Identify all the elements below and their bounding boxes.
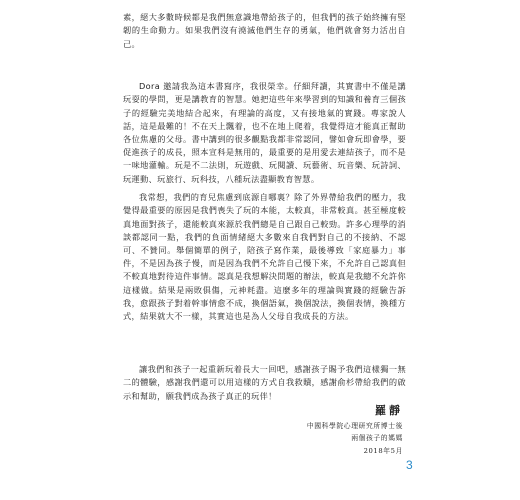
page-number: 3 (406, 458, 413, 472)
paragraph-continued: 素，絕大多數時候都是我們無意識地帶給孩子的，但我們的孩子始終擁有堅韌的生命動力。如果我們沒有澆滅他們生存的勇氣，他們就會努力活出自己。 (123, 12, 406, 49)
signature-affiliation: 中國科學院心理研究所博士後 (306, 422, 403, 430)
signature-date: 2018年5月 (363, 447, 403, 455)
signature-role: 兩個孩子的媽媽 (351, 434, 403, 442)
paragraph-foreword-intro: Dora 邀請我為這本書寫序，我很榮幸。仔細拜讀，其實書中不僅是講玩耍的學問，更是講教育的智慧。她把這些年來學習到的知識和養育三個孩子的經驗完美地結合起來，有理論的高度，又有接地氣的實踐。專家說人話，這是最難的！不在天上飄着，也不在地上爬着，我覺得這才能真正幫助各位焦慮的父母。書中講到的很多觀點我都非常認同，譬如會玩即會學，要促進孩子的成長，照本宣科是無用的，最重要的是用愛去連結孩子，而不是一味地灌輸。玩是不二法則，玩遊戲、玩閱讀、玩藝術、玩音樂、玩詩詞、玩運動、玩旅行、玩科技，八種玩法盡顯教育智慧。 (123, 81, 406, 184)
paragraph-closing: 讓我們和孩子一起重新玩着長大一回吧，感謝孩子賜予我們這樣獨一無二的體驗，感謝我們還可以用這樣的方式自我救贖，感謝俞杉帶給我們的啟示和幫助，願我們成為孩子真正的玩伴！ (123, 364, 406, 401)
signature-name: 羅靜 (375, 404, 403, 417)
paragraph-parenting-anxiety: 我常想，我們的育兒焦慮到底源自哪裏？除了外界帶給我們的壓力，我覺得最重要的原因是我們喪失了玩的本能，太較真，非常較真。甚至極度較真地面對孩子，還能較真來源於我們總是自己跟自己較勁。許多心理學的消談都認同一點，我們的負面情緒絕大多數來自我們對自己的不接納、不認可、不贊同。舉個簡單的例子，陪孩子寫作業，最後導致「家庭暴力」事件，不是因為孩子慢，而是因為我們不允許自己慢下來，不允許自己認真但不較真地對待這件事情。認真是我想解決問題的辦法，較真是我總不允許你這樣做。結果是兩敗俱傷，元神耗盡。這麼多年的理論與實踐的經驗告訴我，愈跟孩子對着幹事情愈不成，換個語氣，換個說法，換個表情，換種方式，結果就大不一樣，其實這也是為人父母自我成長的方法。 (123, 192, 406, 322)
